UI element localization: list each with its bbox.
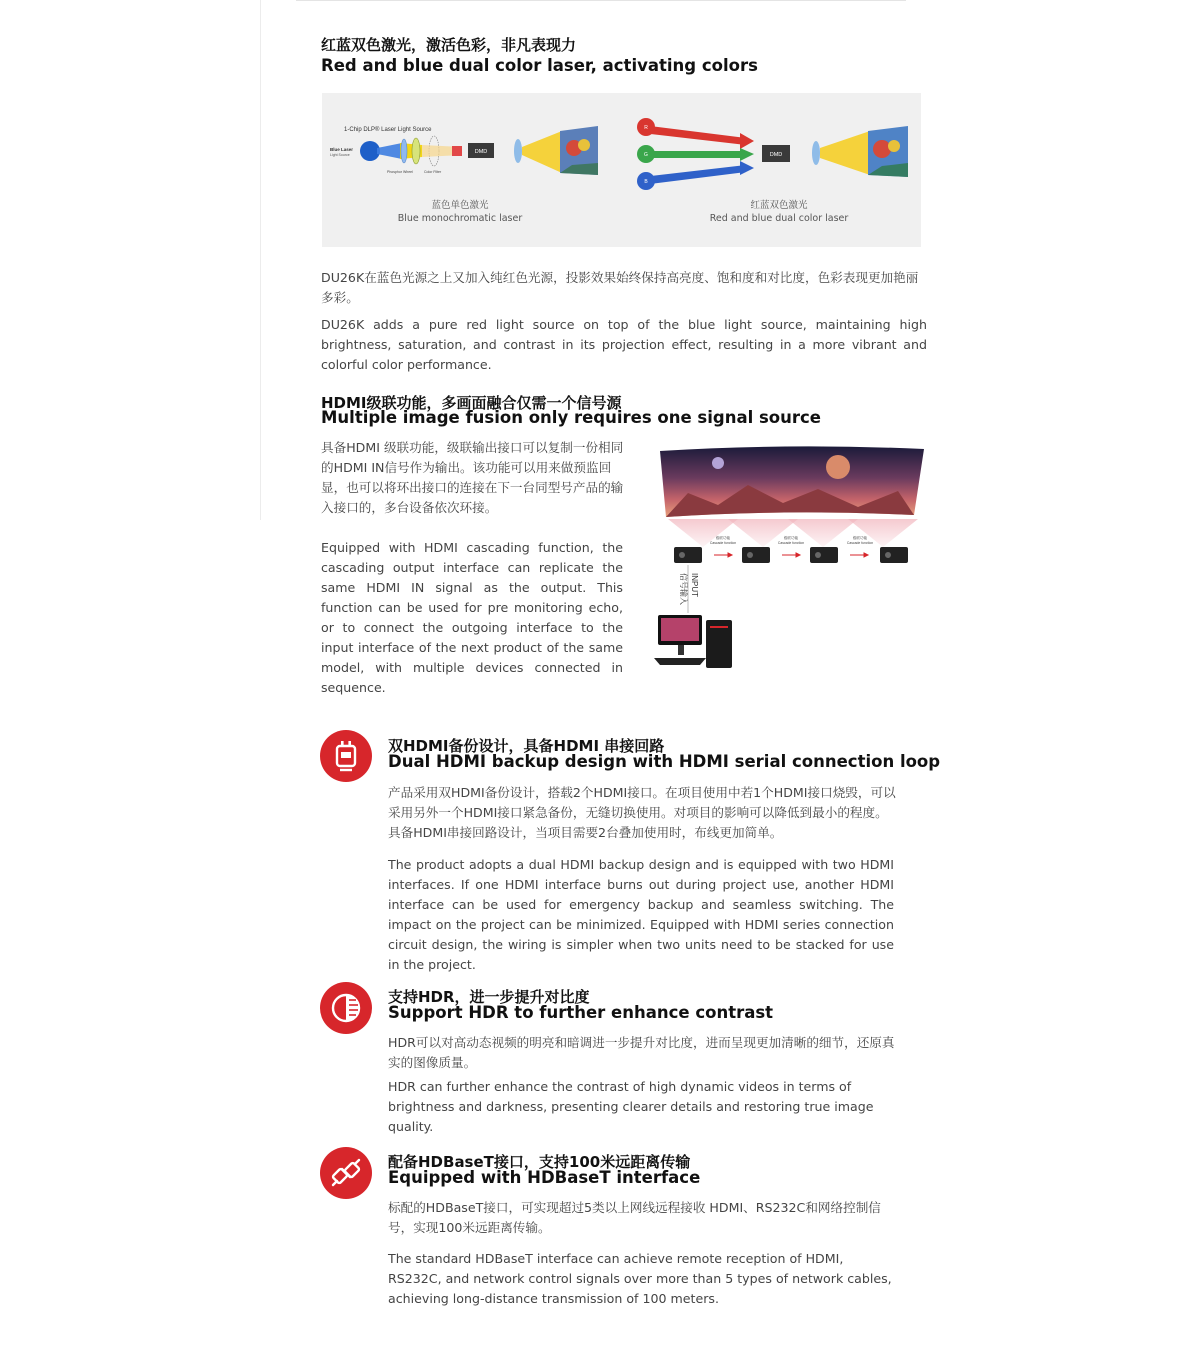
contrast-icon [320, 982, 372, 1034]
svg-text:B: B [644, 179, 648, 185]
feature1-title-en: Dual HDMI backup design with HDMI serial connection loop [388, 752, 941, 771]
left-caption-cn: 蓝色单色激光 [431, 200, 489, 211]
right-caption-cn: 红蓝双色激光 [750, 200, 808, 211]
svg-text:G: G [644, 152, 648, 158]
projector-4 [880, 547, 908, 563]
hdmi-plug-icon [320, 730, 372, 782]
section1-title-cn: 红蓝双色激光，激活色彩，非凡表现力 [321, 36, 577, 54]
left-caption-en: Blue monochromatic laser [397, 213, 523, 224]
feature3-paragraph-en: The standard HDBaseT interface can achieve remote reception of HDMI, RS232C, and network control signals over more than 5 types of network cables, achieving long-distance transmission of 100 meters. [388, 1251, 892, 1306]
blue-laser-label: Blue Laser [330, 147, 354, 152]
projector-3 [810, 547, 838, 563]
dmd-label-right: DMD [769, 152, 783, 158]
blue-laser-sublabel: Light Source [330, 153, 350, 157]
svg-text:级联功能: 级联功能 [715, 536, 731, 540]
section2-title-cn: HDMI级联功能，多画面融合仅需一个信号源 [321, 394, 622, 412]
section1-paragraph-cn: DU26K在蓝色光源之上又加入纯红色光源，投影效果始终保持高亮度、饱和度和对比度，色彩表现更加艳丽多彩。 [321, 270, 919, 305]
feature2-title-en: Support HDR to further enhance contrast [388, 1003, 774, 1022]
feature1-paragraph-en: The product adopts a dual HDMI backup design and is equipped with two HDMI interfaces. If one HDMI interface burns out during project use, another HDMI interface can be used for emergency backup and seamless switching. The impact on the project can be minimized. Equipped with HDMI series connection circuit design, the wiring is simpler when two units need to be stacked for use in the project. [388, 857, 894, 972]
feature1-paragraph-cn: 产品采用双HDMI备份设计，搭载2个HDMI接口。在项目使用中若1个HDMI接口烧毁，可以采用另外一个HDMI接口紧急备份，无缝切换使用。对项目的影响可以降低到最小的程度。具备HDMI串接回路设计，当项目需要2台叠加使用时，布线更加简单。 [388, 785, 896, 840]
svg-text:R: R [644, 125, 648, 131]
projector-2 [742, 547, 770, 563]
cascade-graphic [648, 445, 928, 685]
phosphor-label: Phosphor Wheel [387, 170, 413, 174]
section1-paragraph-en: DU26K adds a pure red light source on top of the blue light source, maintaining high brightness, saturation, and contrast in its projection effect, resulting in a more vibrant and colorful color performance. [321, 317, 927, 372]
feature2-paragraph-cn: HDR可以对高动态视频的明亮和暗调进一步提升对比度，进而呈现更加清晰的细节，还原真实的图像质量。 [388, 1035, 895, 1070]
feature3-paragraph-cn: 标配的HDBaseT接口，可实现超过5类以上网线远程接收 HDMI、RS232C和网络控制信号，实现100米远距离传输。 [388, 1200, 881, 1235]
section2-title-en: Multiple image fusion only requires one signal source [321, 408, 821, 427]
feature2-paragraph-en: HDR can further enhance the contrast of high dynamic videos in terms of brightness and darkness, presenting clearer details and restoring true image quality. [388, 1079, 874, 1134]
cable-connect-icon [320, 1147, 372, 1199]
svg-text:级联功能: 级联功能 [852, 536, 868, 540]
cascade-illustration [648, 445, 928, 685]
feature3-title-cn: 配备HDBaseT接口，支持100米远距离传输 [388, 1153, 691, 1171]
page-left-divider [260, 0, 261, 520]
projector-1 [674, 547, 702, 563]
diagram-top-label: 1-Chip DLP® Laser Light Source [344, 127, 432, 133]
feature3-title-en: Equipped with HDBaseT interface [388, 1168, 701, 1187]
feature2-title-cn: 支持HDR，进一步提升对比度 [388, 988, 590, 1006]
section2-paragraph-cn: 具备HDMI 级联功能，级联输出接口可以复制一份相同的HDMI IN信号作为输出。该功能可以用来做预监回显，也可以将环出接口的连接在下一台同型号产品的输入接口的，多台设备依次环接。 [321, 440, 624, 515]
input-label-en: INPUT [690, 573, 699, 597]
input-label-cn: 信号输入 [679, 573, 688, 605]
laser-diagram [322, 93, 921, 247]
page-top-divider [296, 0, 906, 1]
section2-paragraph-en: Equipped with HDMI cascading function, the cascading output interface can replicate the same HDMI IN signal as the output. This function can be used for pre monitoring echo, or to connect the outgoing interface to the input interface of the next product of the same model, with multiple devices connected in sequence. [321, 540, 623, 695]
svg-text:Cascade function: Cascade function [709, 541, 737, 545]
svg-text:Cascade function: Cascade function [777, 541, 805, 545]
right-caption-en: Red and blue dual color laser [709, 213, 849, 224]
filter-label: Color Filter [424, 170, 442, 174]
dmd-label-left: DMD [474, 149, 488, 155]
svg-text:级联功能: 级联功能 [783, 536, 799, 540]
section1-title-en: Red and blue dual color laser, activating colors [321, 56, 758, 75]
feature1-title-cn: 双HDMI备份设计，具备HDMI 串接回路 [388, 737, 665, 755]
svg-text:Cascade function: Cascade function [846, 541, 874, 545]
